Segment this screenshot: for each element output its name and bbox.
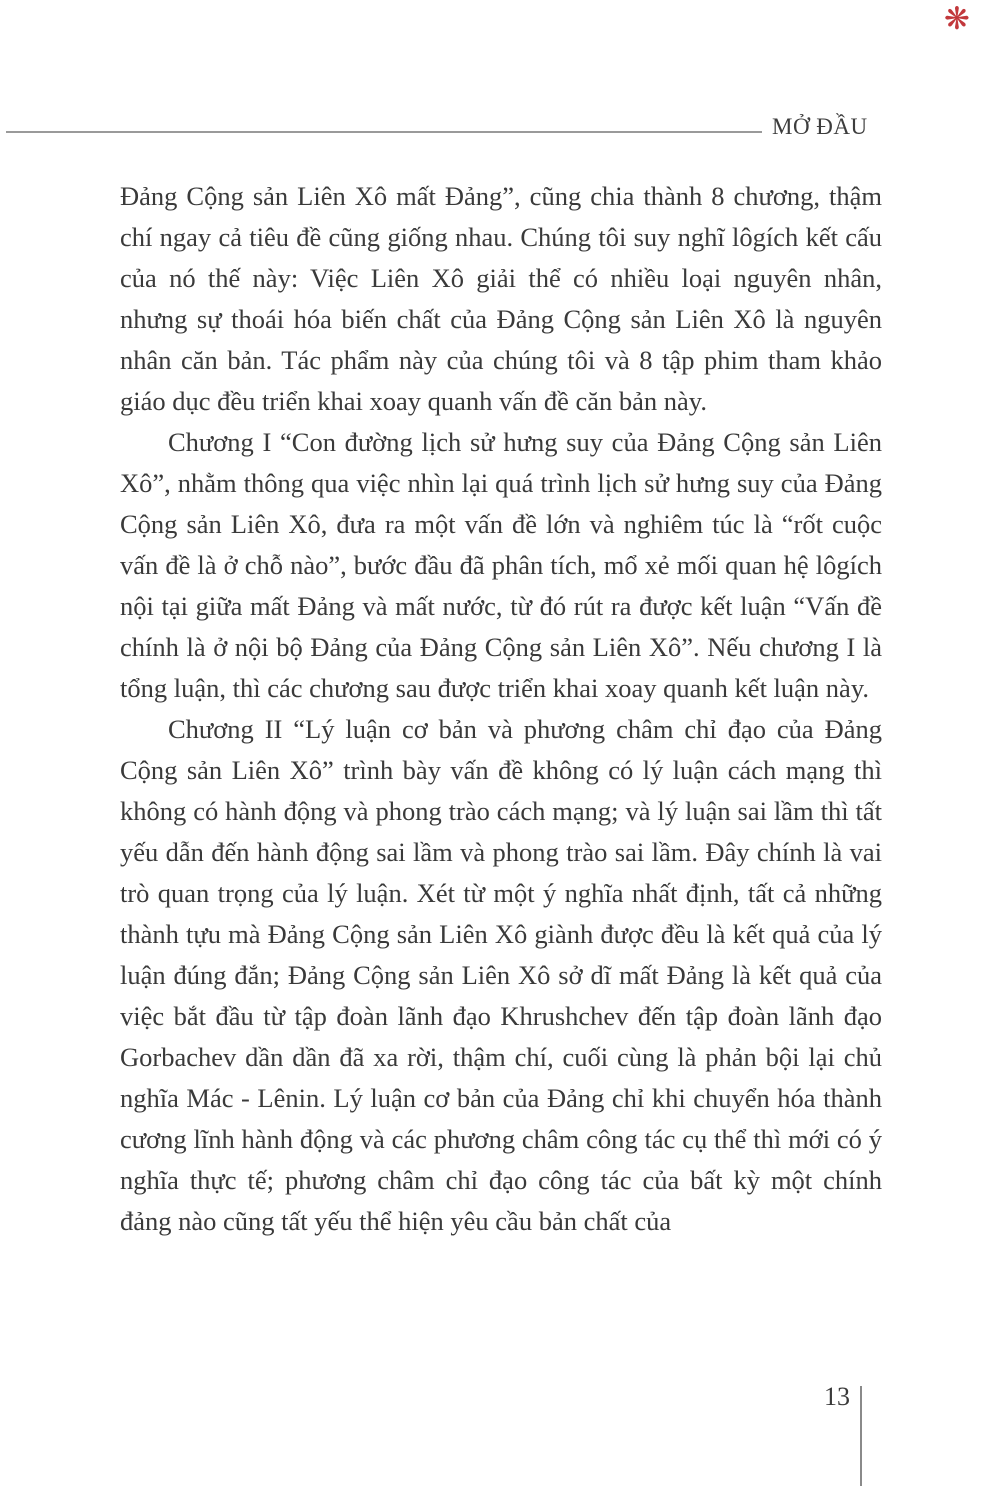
flower-ornament-icon: ❋ [944, 1, 970, 37]
page-body [120, 176, 882, 1242]
page-number-rule [860, 1386, 862, 1486]
body-paragraph: Chương I “Con đường lịch sử hưng suy của Đảng Cộng sản Liên Xô”, nhằm thông qua việc nhìn lại quá trình lịch sử hưng suy của Đảng Cộng sản Liên Xô, đưa ra một vấn đề lớn và nghiêm túc là “rốt cuộc vấn đề là ở chỗ nào”, bước đầu đã phân tích, mổ xẻ mối quan hệ lôgích nội tại giữa mất Đảng và mất nước, từ đó rút ra được kết luận “Vấn đề chính là ở nội bộ Đảng của Đảng Cộng sản Liên Xô”. Nếu chương I là tổng luận, thì các chương sau được triển khai xoay quanh kết luận này. [120, 427, 882, 703]
page-number: 13 [824, 1382, 850, 1411]
body-paragraph: Đảng Cộng sản Liên Xô mất Đảng”, cũng chia thành 8 chương, thậm chí ngay cả tiêu đề cũng giống nhau. Chúng tôi suy nghĩ lôgích kết cấu của nó thế này: Việc Liên Xô giải thể có nhiều loại nguyên nhân, nhưng sự thoái hóa biến chất của Đảng Cộng sản Liên Xô là nguyên nhân căn bản. Tác phẩm này của chúng tôi và 8 tập phim tham khảo giáo dục đều triển khai xoay quanh vấn đề căn bản này. [120, 181, 882, 416]
page-header-title: MỞ ĐẦU [772, 114, 868, 139]
header-rule [6, 131, 762, 133]
body-paragraph: Chương II “Lý luận cơ bản và phương châm chỉ đạo của Đảng Cộng sản Liên Xô” trình bày vấn đề không có lý luận cách mạng thì không có hành động và phong trào cách mạng; và lý luận sai lầm thì tất yếu dẫn đến hành động sai lầm và phong trào sai lầm. Đây chính là vai trò quan trọng của lý luận. Xét từ một ý nghĩa nhất định, tất cả những thành tựu mà Đảng Cộng sản Liên Xô giành được đều là kết quả của lý luận đúng đắn; Đảng Cộng sản Liên Xô sở dĩ mất Đảng là kết quả của việc bắt đầu từ tập đoàn lãnh đạo Khrushchev đến tập đoàn lãnh đạo Gorbachev dần dần đã xa rời, thậm chí, cuối cùng là phản bội lại chủ nghĩa Mác - Lênin. Lý luận cơ bản của Đảng chỉ khi chuyển hóa thành cương lĩnh hành động và các phương châm công tác cụ thể thì mới có ý nghĩa thực tế; phương châm chỉ đạo công tác của bất kỳ một chính đảng nào cũng tất yếu thể hiện yêu cầu bản chất của [120, 714, 882, 1236]
